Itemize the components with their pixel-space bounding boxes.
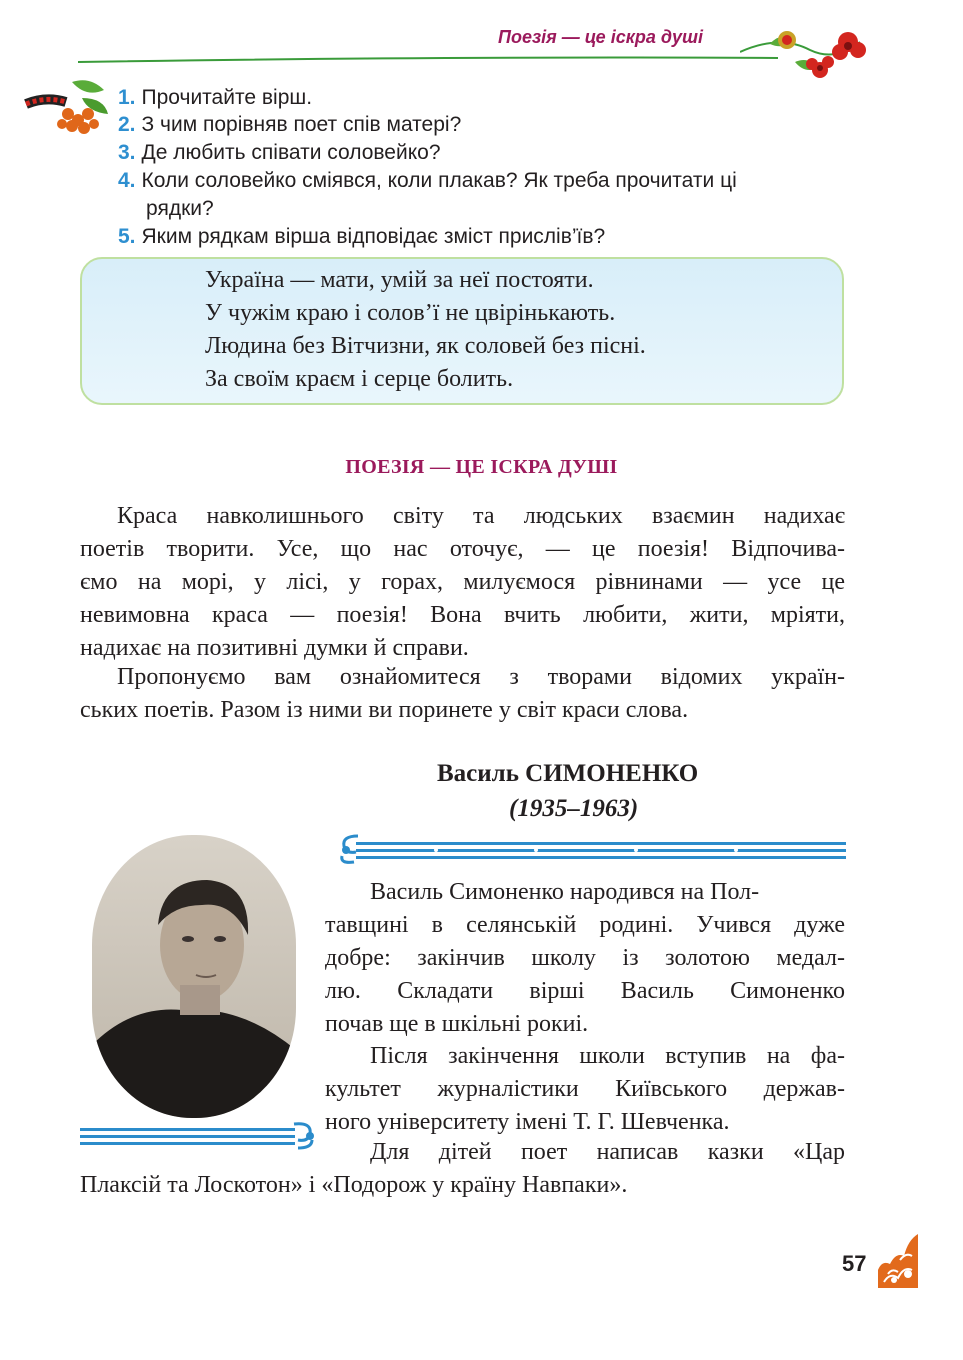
question-1: 1. Прочитайте вірш. (118, 86, 313, 109)
proverb-line: За своїм краєм і серце болить. (205, 366, 514, 392)
paragraph-line: ських поетів. Разом із ними ви поринете у світ краси слова. (80, 697, 689, 723)
paragraph-line: ємо на морі, у лісі, у горах, милуємося рівнинами — усе це (80, 569, 845, 595)
bio-line: почав ще в шкільні рокиі. (325, 1011, 589, 1037)
header-divider (78, 54, 838, 74)
paragraph-line: надихає на позитивні думки й справи. (80, 635, 469, 661)
proverb-line: Україна — мати, умій за неї постояти. (205, 267, 594, 293)
paragraph-line: поетів творити. Усе, що нас оточує, — це поезія! Відпочива- (80, 536, 845, 562)
blue-ornament-bottom (80, 1120, 320, 1150)
flower-ornament-icon (740, 22, 870, 84)
page-corner-ornament-icon (874, 1230, 922, 1292)
proverb-line: У чужім краю і солов’ї не цвірінькають. (205, 300, 616, 326)
rowan-berries-icon (22, 74, 114, 140)
bio-line: добре: закінчив школу із золотою медал- (325, 945, 845, 971)
bio-line: Після закінчення школи вступив на фа- (370, 1043, 845, 1069)
bio-line: тавщині в селянській родині. Учився дуже (325, 912, 845, 938)
paragraph-line: Краса навколишнього світу та людських взаємин надихає (117, 503, 845, 529)
paragraph-line: невимовна краса — поезія! Вона вчить любити, жити, мріяти, (80, 602, 845, 628)
bio-line: ного університету імені Т. Г. Шевченка. (325, 1109, 730, 1135)
author-name: Василь СИМОНЕНКО (437, 760, 699, 787)
author-years: (1935–1963) (509, 795, 639, 822)
paragraph-line: Пропонуємо вам ознайомитеся з творами відомих україн- (117, 664, 845, 690)
author-portrait (92, 835, 296, 1118)
bio-line: Василь Симоненко народився на Пол- (370, 879, 760, 905)
running-head-title: Поезія — це іскра душі (498, 27, 703, 47)
question-4-continuation: рядки? (146, 197, 214, 220)
proverb-line: Людина без Вітчизни, як соловей без пісні. (205, 333, 646, 359)
bio-line: культет журналістики Київського держав- (325, 1076, 845, 1102)
page-number: 57 (842, 1251, 867, 1276)
question-3: 3. Де любить співати соловейко? (118, 141, 441, 164)
blue-ornament-top (336, 832, 846, 866)
question-5: 5. Яким рядкам вірша відповідає зміст прислів’їв? (118, 225, 606, 248)
bio-line: Плаксій та Лоскотон» і «Подорож у країну Навпаки». (80, 1172, 628, 1198)
bio-line: Для дітей поет написав казки «Цар (370, 1139, 845, 1165)
question-4: 4. Коли соловейко сміявся, коли плакав? Як треба прочитати ці (118, 169, 737, 192)
question-2: 2. З чим порівняв поет спів матері? (118, 113, 462, 136)
bio-line: лю. Складати вірші Василь Симоненко (325, 978, 845, 1004)
section-title: ПОЕЗІЯ — ЦЕ ІСКРА ДУШІ (345, 456, 618, 478)
